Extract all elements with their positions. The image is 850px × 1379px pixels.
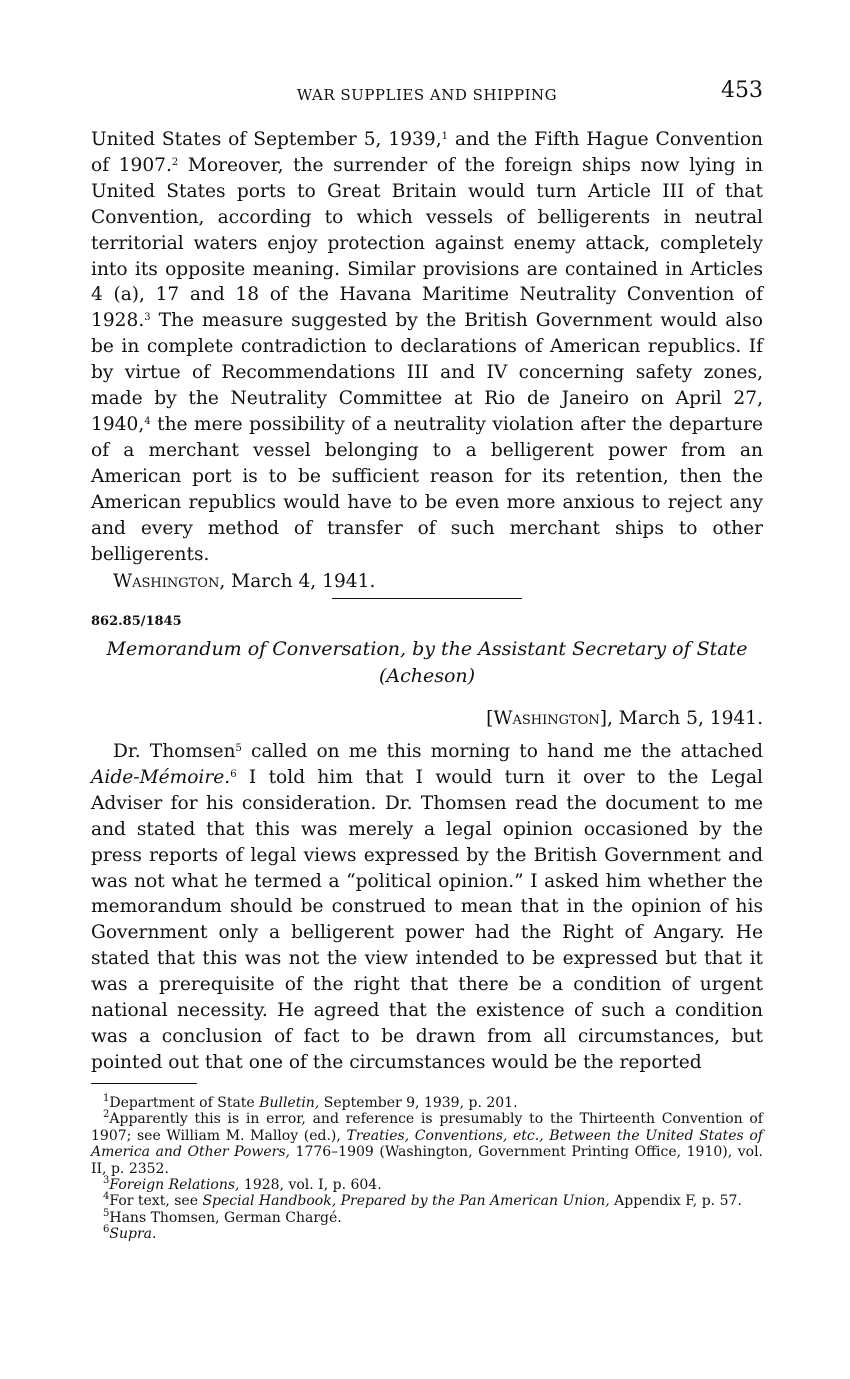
- footnote: $^3$Foreign Relations, 1928, vol. I, p. 604.: [103, 1175, 382, 1194]
- footnote-divider: [91, 1083, 197, 1084]
- page-header: [91, 78, 763, 110]
- paragraph: Dr. Thomsen$^5$ called on me this morning to hand me the attached Aide-Mémoire.$^6$ I told him that I would turn it over to the Legal Adviser for his consideration. Dr. Thomsen read the document to me and stated that this was merely a legal opinion occasioned by the press reports of legal views expressed by the British Government and was not what he termed a “political opinion.” I asked him whether the memorandum should be construed to mean that in the opinion of his Government only a belligerent power had the Right of Angary. He stated that this was not the view intended to be expressed but that it was a prerequisite of the right that there be a condition of urgent national necessity. He agreed that the existence of such a condition was a conclusion of fact to be drawn from all circumstances, but pointed out that one of the circumstances would be the reported: [91, 741, 763, 1073]
- document-date: [Washington], March 5, 1941.: [486, 708, 763, 729]
- file-number: 862.85/1845: [91, 614, 182, 629]
- footnotes: [91, 1095, 763, 1243]
- running-title: WAR SUPPLIES AND SHIPPING: [296, 86, 558, 104]
- section-divider: [332, 598, 522, 599]
- footnote-ref[interactable]: 3: [144, 312, 151, 324]
- memorandum-text: [91, 739, 763, 1076]
- footnote-ref[interactable]: 5: [235, 743, 242, 754]
- paragraph: United States of September 5, 1939,$^1$ and the Fifth Hague Convention of 1907.$^2$ Moreover, the surrender of the foreign ships now lying in United States ports to Great Britain would turn Article III of that Convention, according to which vessels of belligerents in neutral territorial waters enjoy protection against enemy attack, completely into its opposite meaning. Similar provisions are contained in Articles 4 (a), 17 and 18 of the Havana Maritime Neutrality Convention of 1928.$^3$ The measure suggested by the British Government would also be in complete contradiction to declarations of American republics. If by virtue of Recommendations III and IV concerning safety zones, made by the Neutrality Committee at Rio de Janeiro on April 27, 1940,$^4$ the mere possibility of a neutrality violation after the departure of a merchant vessel belonging to a belligerent power from an American port is to be sufficient reason for its retention, then the American republics would have to be even more anxious to reject any and every method of transfer of such merchant ships to other belligerents.: [91, 129, 764, 565]
- footnote-ref[interactable]: 4: [144, 415, 151, 427]
- footnote-ref[interactable]: 2: [171, 156, 179, 168]
- footnote-ref[interactable]: 1: [441, 131, 448, 142]
- footnote: $^4$For text, see Special Handbook, Prepared by the Pan American Union, Appendix F, p. 57.: [103, 1191, 742, 1210]
- document-title: Memorandum of Conversation, by the Assistant Secretary of State (Acheson): [106, 638, 748, 687]
- footnote: $^5$Hans Thomsen, German Chargé.: [103, 1207, 342, 1226]
- page-number: 453: [721, 78, 763, 103]
- footnote: $^6$Supra.: [103, 1224, 157, 1243]
- previous-document-text: [91, 127, 763, 595]
- dateline: Washington, March 4, 1941.: [113, 571, 376, 593]
- footnote: $^1$Department of State Bulletin, September 9, 1939, p. 201.: [103, 1093, 518, 1111]
- footnote: $^2$Apparently this is in error, and reference is presumably to the Thirteenth Convention of 1907; see William M. Malloy (ed.), Treaties, Conventions, etc., Between the United States of America and Other Powers, 1776–1909 (Washington, Government Printing Office, 1910), vol. II, p. 2352.: [91, 1109, 763, 1177]
- footnote-ref[interactable]: 6: [230, 768, 237, 780]
